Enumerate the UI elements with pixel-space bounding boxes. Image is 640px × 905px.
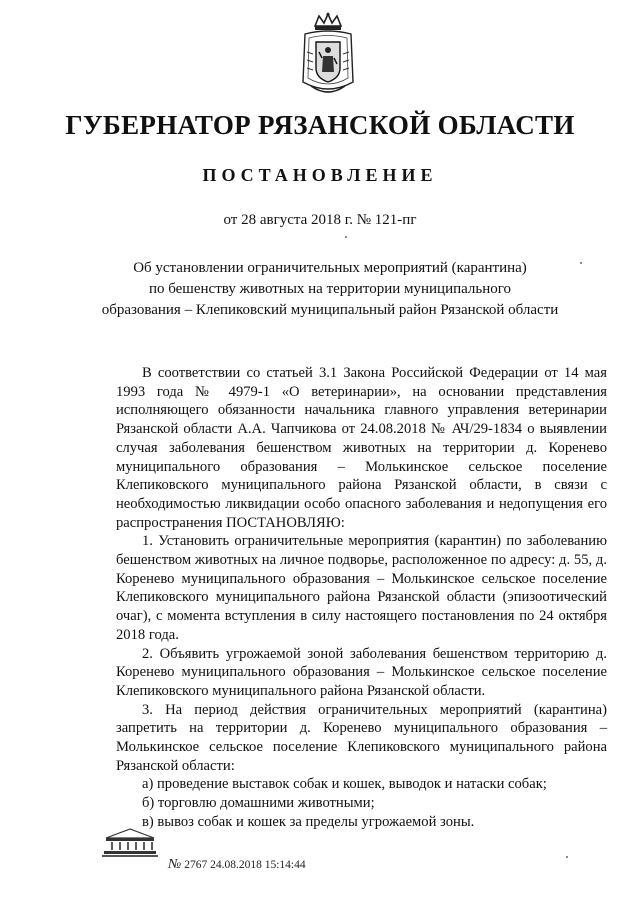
issuer-title: ГУБЕРНАТОР РЯЗАНСКОЙ ОБЛАСТИ xyxy=(65,110,575,140)
preamble-paragraph: В соответствии со статьей 3.1 Закона Российской Федерации от 14 мая 1993 года № 4979-1 «О ветеринарии», на основании представления исполняющего обязанности начальника главного управления ветеринарии Рязанской области А.А. Чапчикова от 24.08.2018 № АЧ/29-1834 о выявлении случая заболевания бешенством животных на территории д. Коренево муниципального образования – Молькинское сельское поселение Клепиковского муниципального района Рязанской области, в связи с необходимостью ликвидации особо опасного заболевания и недопущения его распространения ПОСТАНОВЛЯЮ: xyxy=(116,365,607,531)
number-sign: № xyxy=(168,857,182,872)
list-item: в) вывоз собак и кошек за пределы угрожаемой зоны. xyxy=(142,813,475,830)
list-item: б) торговлю домашними животными; xyxy=(142,795,375,812)
document-type: ПОСТАНОВЛЕНИЕ xyxy=(202,165,438,185)
scan-speck xyxy=(580,262,582,264)
scan-speck xyxy=(345,236,347,238)
document-date-number: от 28 августа 2018 г. № 121-пг xyxy=(223,212,417,228)
clause-1: 1. Установить ограничительные мероприятия (карантин) по заболеванию бешенством животных на личное подворье, расположенное по адресу: д. 55, д. Коренево муниципального образования – Молькинское сельское поселение Клепиковского муниципального района Рязанской области (эпизоотический очаг), с момента вступления в силу настоящего постановления по 24 октября 2018 года. xyxy=(116,533,607,643)
document-body xyxy=(116,364,607,832)
government-building-stamp-icon xyxy=(102,826,158,858)
registration-number-timestamp: 2767 24.08.2018 15:14:44 xyxy=(184,859,306,871)
clause-3-list xyxy=(116,775,607,831)
document-subject xyxy=(100,258,560,321)
clause-2: 2. Объявить угрожаемой зоной заболевания бешенством территорию д. Коренево муниципального образования – Молькинское сельское поселение Клепиковского муниципального района Рязанской области. xyxy=(116,645,607,699)
registration-mark xyxy=(168,857,306,873)
list-item: а) проведение выставок собак и кошек, выводок и натаски собак; xyxy=(142,776,547,793)
ryazan-coat-of-arms-icon xyxy=(295,12,361,100)
clause-3: 3. На период действия ограничительных мероприятий (карантина) запретить на территории д. Коренево муниципального образования – Молькинское сельское поселение Клепиковского муниципального района Рязанской области: xyxy=(116,701,607,774)
subject-line: образования – Клепиковский муниципальный район Рязанской области xyxy=(101,302,559,318)
scan-speck xyxy=(566,856,568,858)
subject-line: Об установлении ограничительных мероприятий (карантина) xyxy=(133,260,527,276)
subject-line: по бешенству животных на территории муниципального xyxy=(148,281,512,297)
